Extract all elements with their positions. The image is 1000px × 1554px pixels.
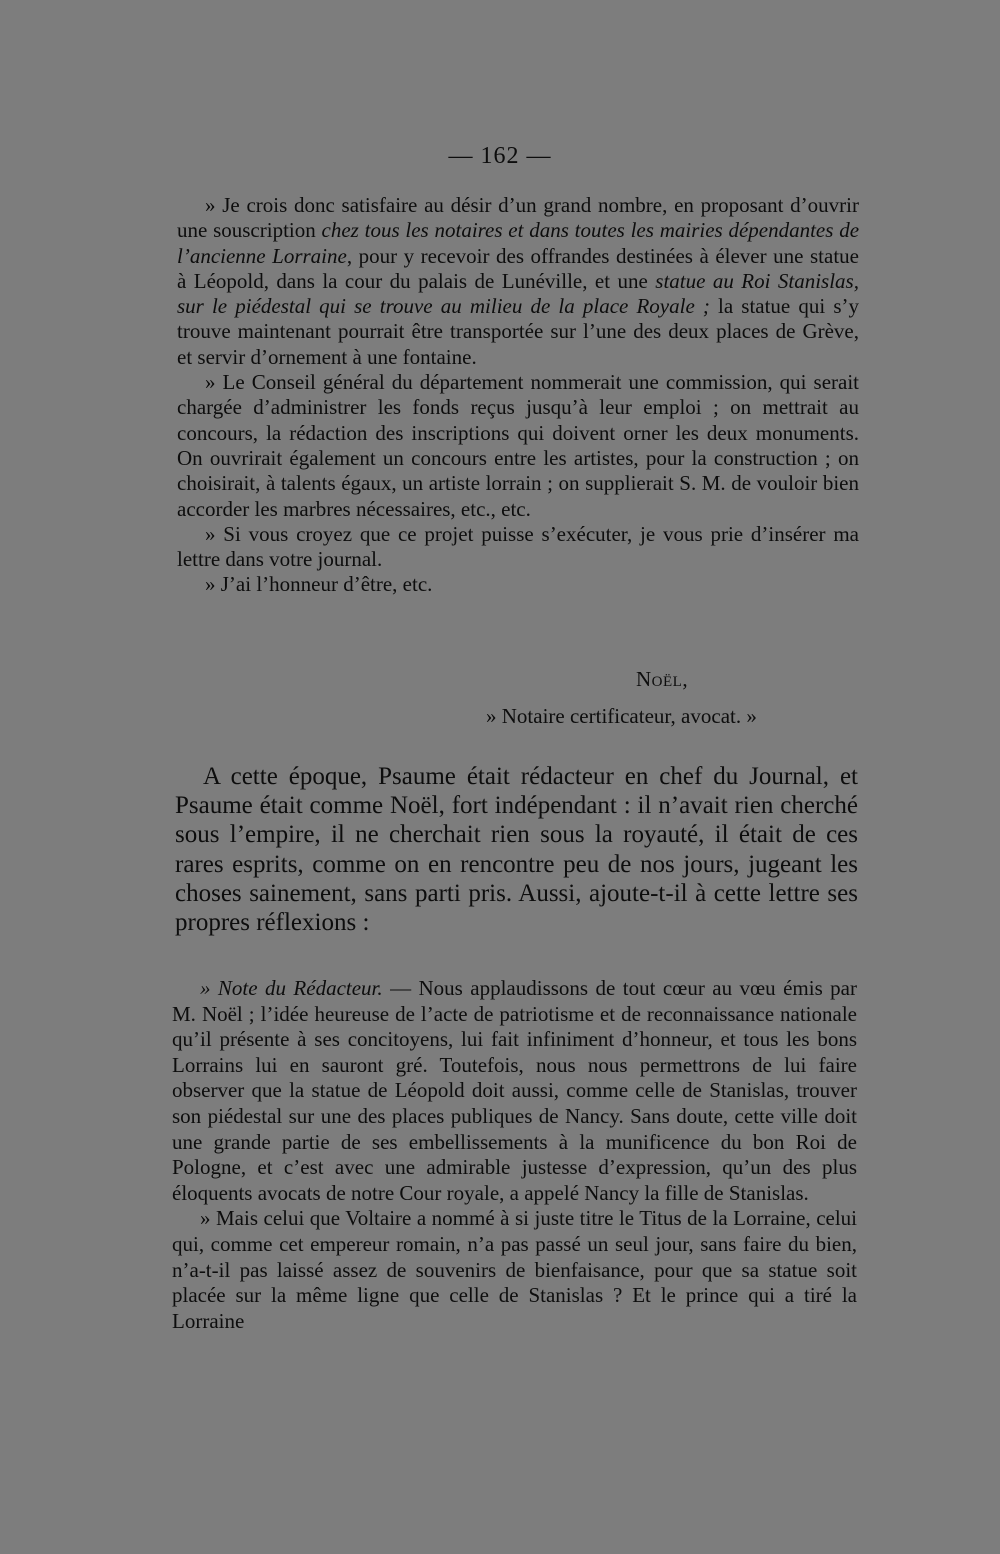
note-label: » Note du Rédacteur.	[200, 976, 383, 1000]
editor-note	[172, 976, 857, 1334]
letter-p1-a: » Je crois donc satisfaire au désir d’un grand nombre, en proposant d’ouvrir une souscription	[177, 193, 859, 243]
note-paragraph	[172, 976, 857, 1206]
commentary-paragraph: A cette époque, Psaume était rédacteur en chef du Journal, et Psaume était comme Noël, fort indépendant : il n’avait rien cherché sous l’empire, il ne cherchait rien sous la royauté, il était de ces rares esprits, comme on en rencontre peu de nos jours, jugeant les choses sainement, sans parti pris. Aussi, ajoute-t-il à cette lettre ses propres réflexions :	[175, 763, 858, 937]
letter-paragraph: » Le Conseil général du département nommerait une commission, qui serait chargée d’administrer les fonds reçus jusqu’à leur emploi ; on mettrait au concours, la rédaction des inscriptions qui doivent orner les deux monuments. On ouvrirait également un concours entre les artistes, pour la construction ; on choisirait, à talents égaux, un artiste lorrain ; on supplierait S. M. de vouloir bien accorder les marbres nécessaires, etc., etc.	[177, 370, 859, 521]
letter-paragraph: » J’ai l’honneur d’être, etc.	[205, 572, 433, 597]
letter-p1-italic-1: chez tous les notaires et dans toutes les mairies dépendantes de l’ancienne Lorraine	[177, 218, 860, 268]
letter-p1-italic-2: statue au Roi Stanislas, sur le piédestal qui se trouve au milieu de la place Royale ;	[177, 268, 859, 319]
letter-p1-c: , pour y recevoir des offrandes destinées à élever une statue à Léopold, dans la cour du palais de Lunéville, et une	[177, 243, 859, 293]
signature-name: Noël,	[636, 667, 689, 691]
letter-paragraph: » Si vous croyez que ce projet puisse s’exécuter, je vous prie d’insérer ma lettre dans votre journal.	[177, 521, 859, 572]
note-paragraph: » Mais celui que Voltaire a nommé à si juste titre le Titus de la Lorraine, celui qui, comme cet empereur romain, n’a pas passé un seul jour, sans faire du bien, n’a-t-il pas laissé assez de souvenirs de bienfaisance, pour que sa statue soit placée sur la même ligne que celle de Stanislas ? Et le prince qui a tiré la Lorraine	[172, 1206, 857, 1333]
signature-title: » Notaire certificateur, avocat. »	[486, 704, 757, 728]
letter-text	[177, 193, 859, 598]
page-number: — 162 —	[448, 143, 552, 169]
letter-p1-e: la statue qui s’y trouve maintenant pourrait être transportée sur l’une des deux places de Grève, et servir d’ornement à une fontaine.	[177, 294, 859, 369]
commentary-text	[175, 762, 858, 937]
letter-paragraph	[177, 193, 859, 370]
note-p1-text: — Nous applaudissons de tout cœur au vœu émis par M. Noël ; l’idée heureuse de l’acte de patriotisme et de reconnaissance nationale qu’il présente à ses concitoyens, lui fait infiniment d’honneur, et tous les bons Lorrains lui en sauront gré. Toutefois, nous nous permettrons de lui faire observer que la statue de Léopold doit aussi, comme celle de Stanislas, trouver son piédestal sur une des places publiques de Nancy. Sans doute, cette ville doit une grande partie de ses embellissements à la munificence du bon Roi de Pologne, et c’est avec une admirable justesse d’expression, qu’un des plus éloquents avocats de notre Cour royale, a appelé Nancy la fille de Stanislas.	[172, 976, 857, 1205]
